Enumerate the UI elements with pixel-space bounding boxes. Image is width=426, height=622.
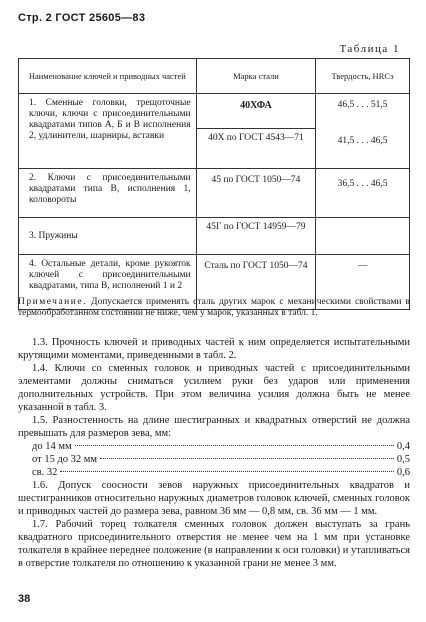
size-row [18,466,410,479]
table-row [19,218,410,255]
hardness-cell: 36,5 . . . 46,5 [337,179,388,189]
header-hardness: Твердость, HRCэ [316,59,410,94]
hardness-cell: — [357,261,368,271]
note-text: Допускается применять сталь других марок с механическими свойствами в термообработанном состоянии не ниже, чем у марок, указанных в табл. 1. [18,297,410,318]
page-header: Стр. 2 ГОСТ 25605—83 [18,12,146,24]
hardness-cell: 46,5 . . . 51,5 [337,100,388,110]
paragraph-1-5: 1.5. Разностенность на длине шестигранных и квадратных отверстий не должна превышать для размеров зева, мм: [18,415,410,439]
header-steel: Марка стали [196,59,316,94]
paragraph-1-6: 1.6. Допуск соосности зевов наружных присоединительных квадратов и шестигранников относительно наружных диаметров головок ключей, сменных головок и приводных частей до размера зева, равном 36 мм — 0,8 мм, св. 36 мм — 1 мм. [18,480,410,517]
steel-cell: 40ХФА [240,100,272,111]
steel-cell: 45 по ГОСТ 1050—74 [211,175,301,185]
steel-cell: 40Х по ГОСТ 4543—71 [197,128,316,165]
size-row [18,453,410,466]
part-cell: 1. Сменные головки, трещоточные ключи, ключи с присоединительными квадратами типов А, Б и В исполнения 2, удлинители, шарниры, вставки [19,94,197,169]
paragraph-1-3: 1.3. Прочность ключей и приводных частей к ним определяется испытательными крутящими моментами, приведенными в табл. 2. [18,337,410,361]
steel-cell: 45Г по ГОСТ 14959—79 [206,222,306,232]
table-row [19,94,410,169]
table-header-row [19,59,410,94]
table-note [18,297,410,319]
steel-cell: Сталь по ГОСТ 1050—74 [204,261,308,271]
body-text [18,336,410,570]
size-value: 0,6 [396,467,410,478]
table-caption: Таблица 1 [339,43,400,55]
part-cell: 2. Ключи с присоединительными квадратами типа В, исполнения 1, коловороты [19,169,197,218]
note-label: Примечание. [18,297,87,307]
table-row [19,169,410,218]
size-label: до 14 мм [32,441,72,452]
part-cell: 4. Остальные детали, кроме рукояток ключей с присоединительными квадратами, типа В, исполнений 1 и 2 [19,255,197,310]
paragraph-1-7: 1.7. Рабочий торец толкателя сменных головок должен выступать за грань квадратного присоединительного отверстия не менее чем на 1 мм при установке толкателя в крайнее переднее положение (в направлении к оси головки) и утапливаться в отверстие толкателя по отношению к указанной грани не менее 3 мм. [18,519,410,569]
size-row [18,440,410,453]
header-parts: Наименование ключей и приводных частей [19,59,197,94]
paragraph-1-4: 1.4. Ключи со сменных головок и приводных частей с присоединительными элементами должны сниматься усилием руки без ударов или применения дополнительных устройств. При этом величина усилия должна быть не менее указанной в табл. 3. [18,363,410,413]
hardness-cell [316,218,409,226]
size-value: 0,5 [396,454,410,465]
hardness-cell: 41,5 . . . 46,5 [337,136,388,146]
steel-grades-table [18,58,410,310]
size-value: 0,4 [396,441,410,452]
page-number: 38 [18,593,31,605]
size-label: св. 32 [32,467,58,478]
part-cell: 3. Пружины [19,218,197,255]
size-label: от 15 до 32 мм [32,454,98,465]
